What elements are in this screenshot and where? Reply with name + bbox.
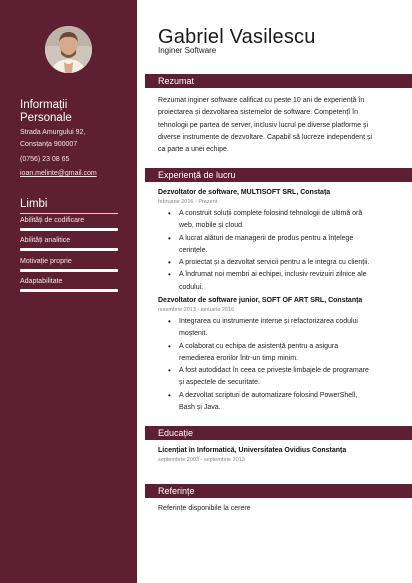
job-bullet bbox=[168, 341, 400, 366]
skill-label: Motivație proprie bbox=[20, 258, 72, 265]
bullet-line: cerințele. bbox=[179, 246, 208, 254]
skill-level-bar bbox=[20, 248, 118, 251]
contact-heading bbox=[20, 99, 72, 125]
skill-label: Abilități analitice bbox=[20, 237, 71, 244]
job-bullets bbox=[168, 208, 400, 294]
bullet-line: Integrarea cu instrumente interne și refactorizarea codului bbox=[179, 318, 358, 325]
references-text: Referințe disponibile la cerere bbox=[158, 505, 251, 512]
bullet-line: web, mobile și cloud. bbox=[179, 222, 244, 230]
bullet-line: codului. bbox=[179, 283, 204, 291]
bullet-line: A dezvoltat scripturi de automatizare folosind PowerShell, bbox=[179, 391, 358, 399]
skill-item bbox=[20, 278, 118, 292]
bullet-line: A fost autodidact în ceea ce privește limbajele de programare bbox=[179, 367, 369, 375]
skill-label: Adaptabilitate bbox=[20, 278, 63, 285]
skill-level-bar bbox=[20, 289, 118, 292]
education-dates: septembrie 2003 - septembrie 2013 bbox=[158, 457, 245, 463]
candidate-role: Inginer Software bbox=[158, 46, 217, 55]
profile-photo-icon bbox=[45, 26, 92, 73]
bullet-line: Bash și Java. bbox=[179, 404, 221, 412]
job-bullets bbox=[168, 316, 400, 414]
summary-line: ca parte a unei echipe. bbox=[158, 146, 229, 154]
skill-item bbox=[20, 237, 118, 251]
skill-level-bar bbox=[20, 269, 118, 272]
summary-text bbox=[158, 95, 404, 156]
job-bullet bbox=[168, 269, 400, 294]
job-bullet bbox=[168, 365, 400, 390]
bullet-line: A îndrumat noi membri ai echipei, inclusiv revizuiri zilnice ale bbox=[179, 271, 367, 279]
skill-item bbox=[20, 217, 118, 231]
summary-line: Rezumat inginer software calificat cu peste 10 ani de experiență în bbox=[158, 97, 365, 104]
bullet-line: A construit soluții complete folosind tehnologii de ultimă oră bbox=[179, 210, 363, 217]
summary-line: tehnologii pe partea de server, inclusiv lucrul pe diverse platforme și bbox=[158, 121, 369, 129]
job-dates: noiembrie 2013 - ianuarie 2016 bbox=[158, 307, 235, 313]
skills-divider bbox=[20, 213, 118, 214]
bullet-line: remedierea erorilor într-un timp minim. bbox=[179, 354, 299, 362]
skill-label: Abilități de codificare bbox=[20, 217, 85, 224]
job-bullet bbox=[168, 233, 400, 258]
job-bullet bbox=[168, 257, 400, 269]
main-content bbox=[137, 0, 412, 583]
education-title: Licențiat în Informatică, Universitatea Ovidius Constanța bbox=[158, 447, 347, 454]
candidate-name: Gabriel Vasilescu bbox=[158, 26, 316, 48]
job-title: Dezvoltator de software, MULTISOFT SRL, Constața bbox=[158, 189, 331, 196]
bullet-line: A lucrat alături de managerii de produs pentru a înțelege bbox=[179, 234, 354, 242]
bullet-line: A colaborat cu echipa de asistență pentru a asigura bbox=[179, 342, 339, 350]
experience-heading: Experiență de lucru bbox=[145, 168, 412, 182]
job-bullet bbox=[168, 390, 400, 415]
skill-level-bar bbox=[20, 228, 118, 231]
summary-heading: Rezumat bbox=[145, 74, 412, 88]
address-line1: Strada Amurgului 92, bbox=[20, 129, 86, 136]
summary-line: proiectarea și dezvoltarea sistemelor de software. Competențî în bbox=[158, 109, 358, 117]
education-heading: Educație bbox=[145, 426, 412, 440]
phone: (0756) 23 08 65 bbox=[20, 156, 70, 163]
profile-photo bbox=[45, 26, 92, 73]
bullet-line: și aspectele de securitate. bbox=[179, 379, 260, 387]
skills-heading: Limbi bbox=[20, 198, 48, 210]
bullet-line: A proiectat și a dezvoltat servicii pentru a le integra cu clienții. bbox=[179, 259, 370, 267]
address-line2: Constanța 900007 bbox=[20, 141, 78, 148]
skill-item bbox=[20, 258, 118, 272]
email-link[interactable]: ioan.melinte@gmail.com bbox=[20, 170, 97, 177]
contact-heading-line2: Personale bbox=[20, 112, 72, 124]
contact-heading-line1: Informații bbox=[20, 99, 68, 111]
summary-line: diverse instrumente de dezvoltare. Capabil să lucreze independent și bbox=[158, 133, 373, 141]
job-bullet bbox=[168, 208, 400, 233]
job-title: Dezvoltator de software junior, SOFT OF ART SRL, Constanța bbox=[158, 297, 363, 304]
job-dates: februarie 2016 - Prezent bbox=[158, 199, 218, 205]
bullet-line: moștenit. bbox=[179, 330, 208, 338]
sidebar bbox=[0, 0, 137, 583]
job-bullet bbox=[168, 316, 400, 341]
references-heading: Referințe bbox=[145, 484, 412, 498]
